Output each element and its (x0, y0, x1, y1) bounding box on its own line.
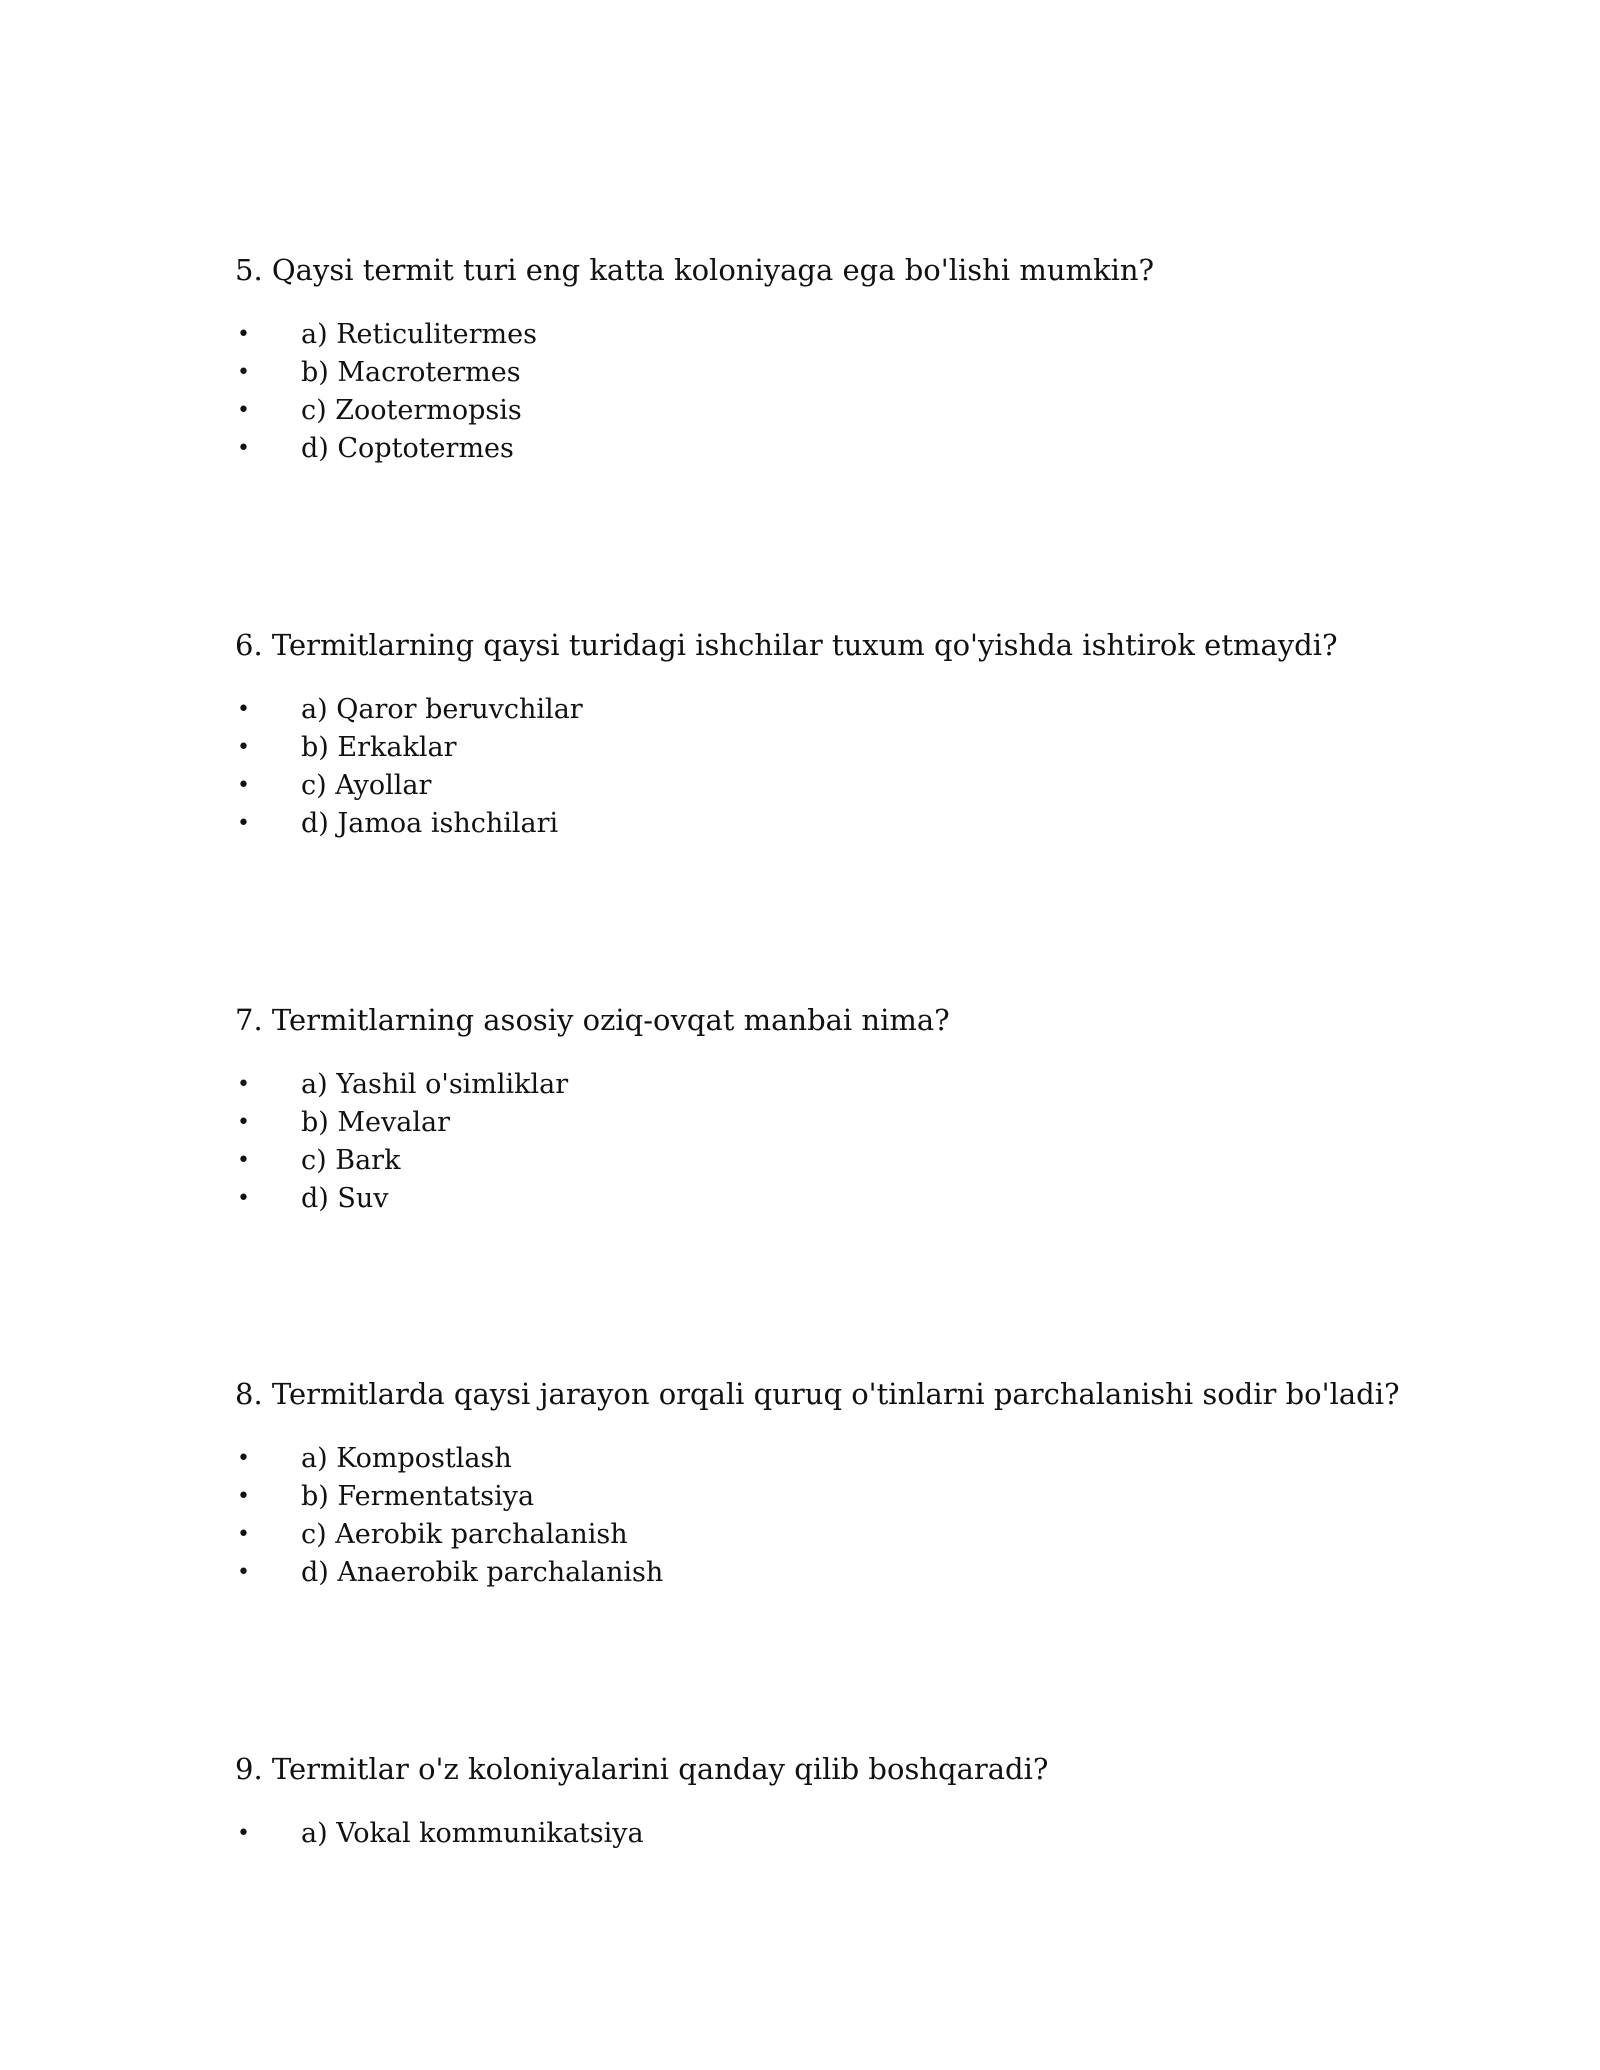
options-list (235, 1815, 1435, 1853)
option-item (235, 1180, 1435, 1218)
option-text: c) Zootermopsis (301, 395, 522, 426)
bullet-icon: • (237, 1186, 250, 1211)
question-text: 8. Termitlarda qaysi jarayon orqali quruq o'tinlarni parchalanishi sodir bo'ladi? (235, 1377, 1400, 1411)
bullet-icon: • (237, 773, 250, 798)
question-text: 7. Termitlarning asosiy oziq-ovqat manbai nima? (235, 1003, 950, 1037)
bullet-icon: • (237, 735, 250, 760)
option-item (235, 354, 1435, 392)
bullet-icon: • (237, 436, 250, 461)
bullet-icon: • (237, 1148, 250, 1173)
option-text: b) Fermentatsiya (301, 1481, 535, 1512)
bullet-icon: • (237, 1110, 250, 1135)
option-item (235, 805, 1435, 843)
bullet-icon: • (237, 360, 250, 385)
option-item (235, 1066, 1435, 1104)
option-item (235, 1440, 1435, 1478)
option-text: b) Erkaklar (301, 732, 457, 763)
option-text: c) Bark (301, 1145, 401, 1176)
option-text: b) Macrotermes (301, 357, 521, 388)
options-list (235, 1066, 1435, 1218)
bullet-icon: • (237, 811, 250, 836)
bullet-icon: • (237, 398, 250, 423)
bullet-icon: • (237, 1821, 250, 1846)
options-list (235, 691, 1435, 843)
question-6 (235, 625, 1435, 843)
option-text: d) Coptotermes (301, 433, 514, 464)
bullet-icon: • (237, 1072, 250, 1097)
option-text: a) Vokal kommunikatsiya (301, 1818, 644, 1849)
option-text: b) Mevalar (301, 1107, 451, 1138)
option-text: d) Suv (301, 1183, 389, 1214)
bullet-icon: • (237, 1484, 250, 1509)
options-list (235, 1440, 1435, 1592)
option-item (235, 767, 1435, 805)
option-item (235, 430, 1435, 468)
bullet-icon: • (237, 697, 250, 722)
option-item (235, 316, 1435, 354)
option-text: c) Aerobik parchalanish (301, 1519, 628, 1550)
option-item (235, 1478, 1435, 1516)
option-item (235, 729, 1435, 767)
question-text: 5. Qaysi termit turi eng katta koloniyaga ega bo'lishi mumkin? (235, 253, 1155, 287)
question-text: 9. Termitlar o'z koloniyalarini qanday qilib boshqaradi? (235, 1752, 1049, 1786)
option-text: a) Kompostlash (301, 1443, 512, 1474)
question-8 (235, 1374, 1435, 1592)
option-text: d) Anaerobik parchalanish (301, 1557, 664, 1588)
option-item (235, 1104, 1435, 1142)
option-item (235, 1516, 1435, 1554)
option-text: a) Reticulitermes (301, 319, 537, 350)
option-text: a) Qaror beruvchilar (301, 694, 583, 725)
options-list (235, 316, 1435, 468)
option-text: d) Jamoa ishchilari (301, 808, 559, 839)
option-item (235, 392, 1435, 430)
option-item (235, 691, 1435, 729)
bullet-icon: • (237, 322, 250, 347)
option-item (235, 1815, 1435, 1853)
option-text: a) Yashil o'simliklar (301, 1069, 569, 1100)
question-5 (235, 250, 1435, 468)
question-9 (235, 1749, 1435, 1853)
option-item (235, 1142, 1435, 1180)
bullet-icon: • (237, 1522, 250, 1547)
option-item (235, 1554, 1435, 1592)
bullet-icon: • (237, 1560, 250, 1585)
bullet-icon: • (237, 1446, 250, 1471)
option-text: c) Ayollar (301, 770, 432, 801)
question-7 (235, 1000, 1435, 1218)
question-text: 6. Termitlarning qaysi turidagi ishchilar tuxum qo'yishda ishtirok etmaydi? (235, 628, 1338, 662)
